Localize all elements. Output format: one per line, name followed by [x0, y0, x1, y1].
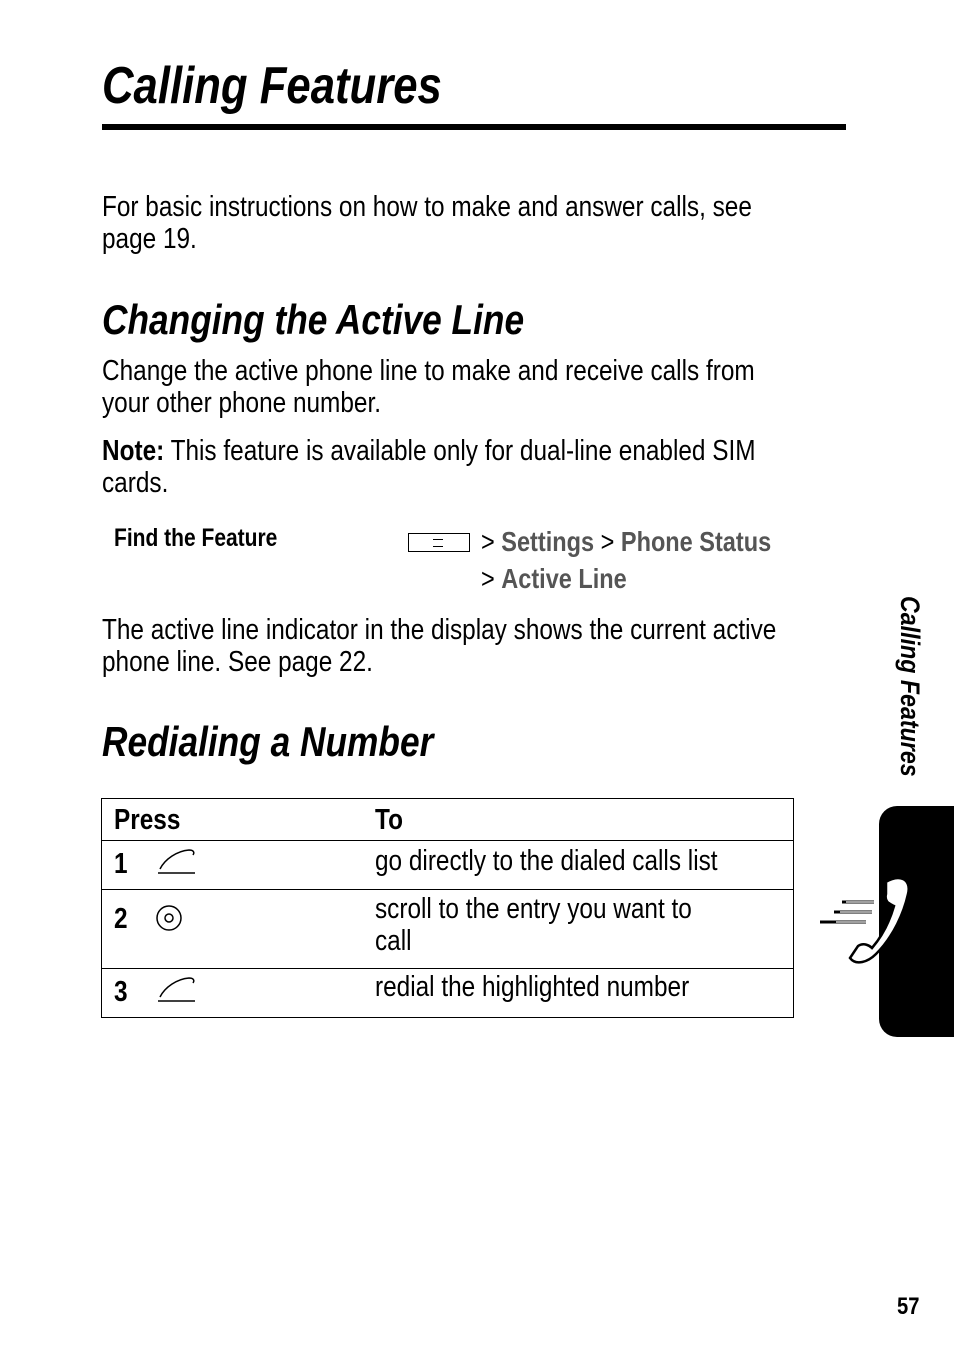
title-rule [102, 124, 846, 130]
section-heading-active-line: Changing the Active Line [102, 296, 525, 343]
path-phone-status: Phone Status [620, 526, 772, 557]
page-number: 57 [897, 1293, 920, 1320]
step-description: go directly to the dialed calls list [375, 841, 793, 890]
table-row [102, 969, 794, 1018]
table-row [102, 841, 794, 890]
note-label: Note: [102, 435, 165, 467]
active-line-description: Change the active phone line to make and receive calls from your other phone number. [102, 355, 755, 419]
send-key-icon [155, 969, 375, 1018]
send-key-icon [155, 841, 375, 890]
phone-handset-icon [816, 872, 916, 968]
table-row [102, 890, 794, 969]
path-settings: Settings [501, 526, 595, 557]
redial-steps-table [101, 798, 794, 1018]
step-description: redial the highlighted number [375, 969, 793, 1018]
note-paragraph: Note: This feature is available only for dual-line enabled SIM cards. [102, 435, 756, 499]
menu-path-line-2: > Active Line [481, 563, 627, 594]
step-number: 2 [102, 890, 155, 969]
header-press: Press [102, 799, 376, 841]
side-tab-label: Calling Features [895, 596, 925, 777]
table-header-row [102, 799, 794, 841]
section-heading-redialing: Redialing a Number [102, 718, 434, 765]
menu-path-line-1: > Settings > Phone Status [481, 526, 772, 557]
nav-key-icon [155, 890, 375, 969]
find-feature-label: Find the Feature [114, 524, 278, 552]
intro-paragraph: For basic instructions on how to make and answer calls, see page 19. [102, 191, 752, 255]
page-title: Calling Features [102, 57, 442, 115]
active-line-indicator-paragraph: The active line indicator in the display shows the current active phone line. See page 22. [102, 614, 777, 678]
header-to: To [375, 799, 793, 841]
step-description: scroll to the entry you want to call [375, 890, 793, 969]
step-number: 3 [102, 969, 155, 1018]
menu-key-icon [408, 533, 470, 552]
path-active-line: Active Line [501, 563, 627, 594]
step-number: 1 [102, 841, 155, 890]
